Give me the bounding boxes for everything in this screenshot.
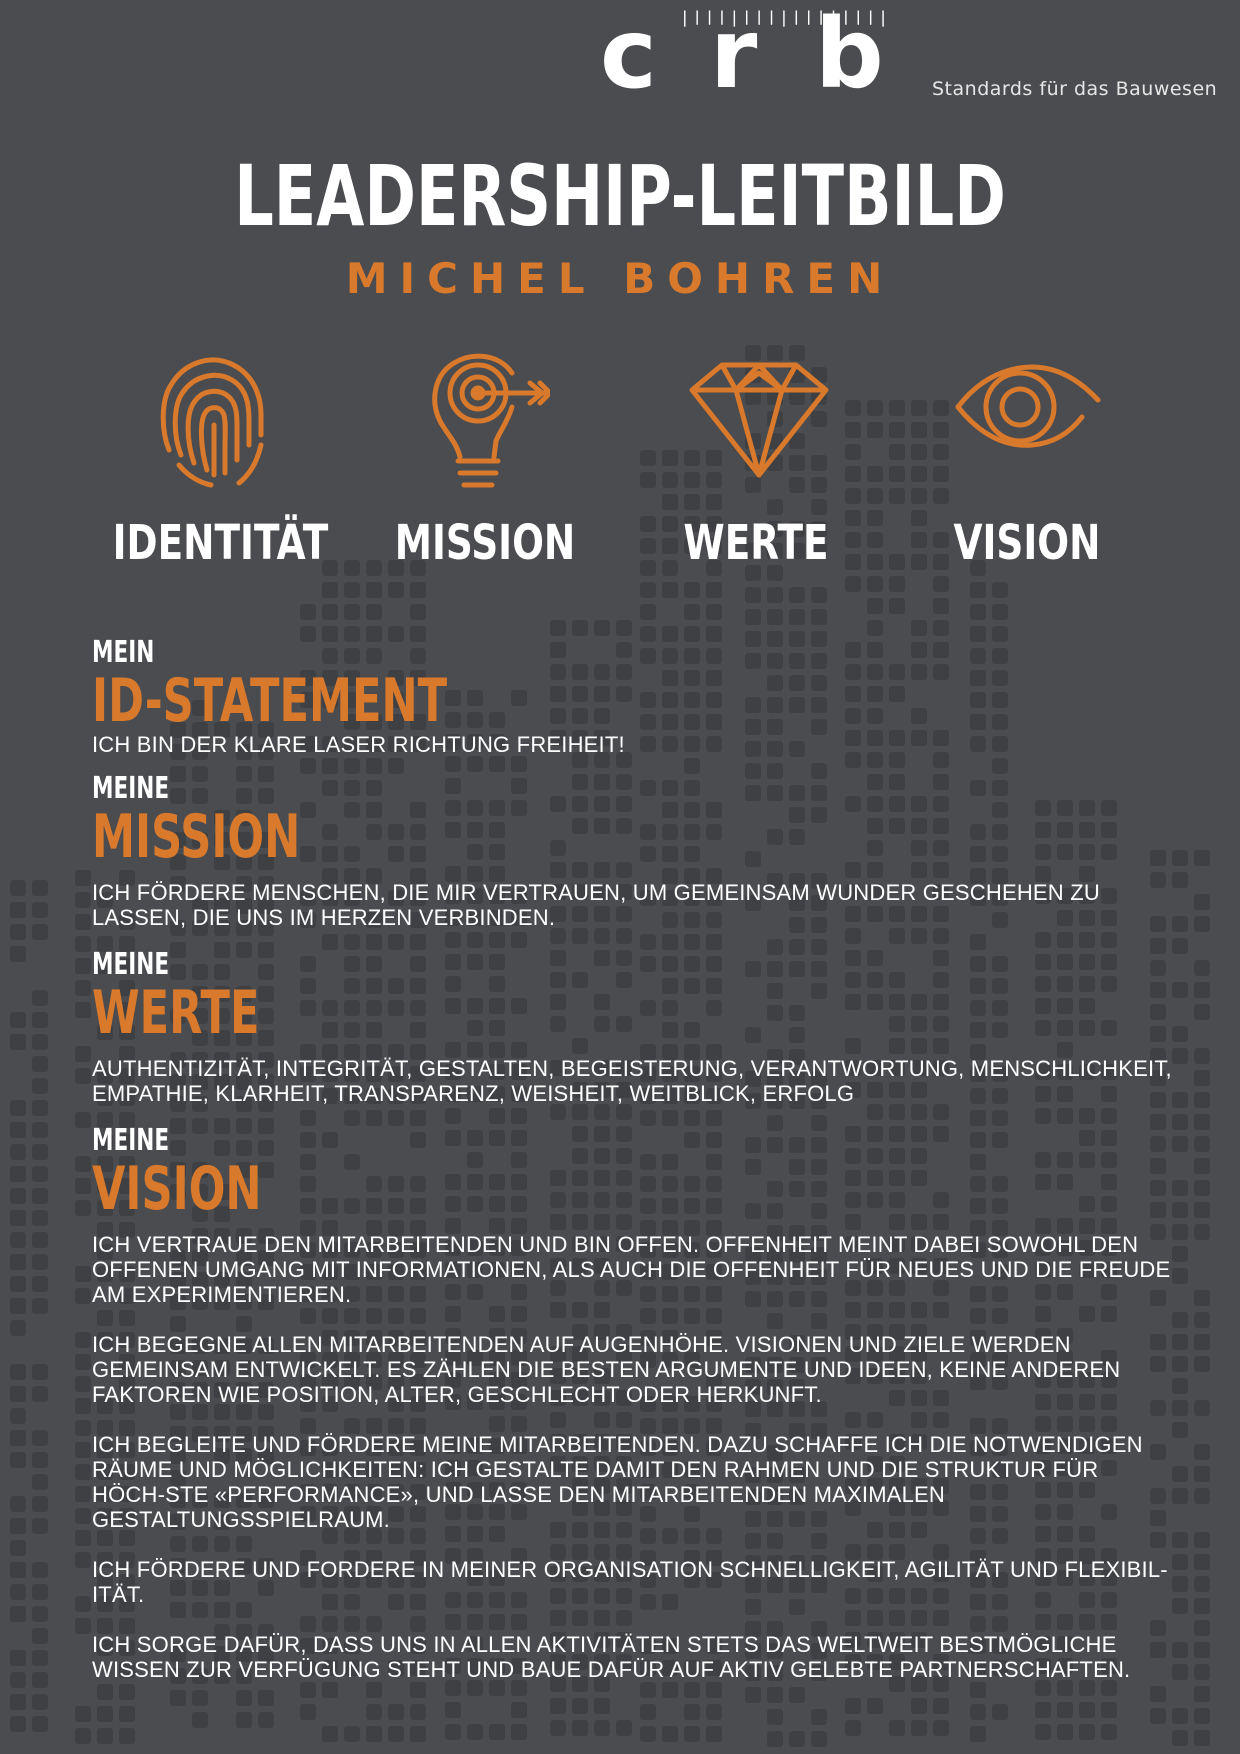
- logo-letter-b: b: [815, 0, 884, 110]
- logo-letter-c: c: [600, 0, 657, 110]
- eye-icon: [952, 345, 1102, 495]
- section-kicker: MEINE: [92, 771, 170, 806]
- diamond-icon: [684, 345, 834, 495]
- pillar-mission: [355, 345, 615, 575]
- logo-tagline: Standards für das Bauwesen: [932, 78, 1218, 100]
- section-heading: VISION: [92, 1154, 262, 1224]
- section-kicker: MEINE: [92, 1123, 170, 1158]
- lightbulb-target-icon: [420, 345, 550, 495]
- section-mission: [92, 772, 1172, 930]
- vision-paragraph: ICH FÖRDERE UND FORDERE IN MEINER ORGANISATION SCHNELLIGKEIT, AGILITÄT UND FLEXIBIL-ITÄT.: [92, 1557, 1168, 1607]
- section-text: ICH BIN DER KLARE LASER RICHTUNG FREIHEIT!: [92, 732, 625, 757]
- section-heading: WERTE: [92, 978, 260, 1048]
- section-kicker: MEIN: [92, 635, 155, 670]
- section-heading: MISSION: [92, 802, 301, 872]
- crb-logo: [600, 0, 1218, 110]
- section-text-block: [92, 1232, 1172, 1682]
- pillar-vision: [897, 345, 1157, 575]
- vision-paragraph: ICH BEGEGNE ALLEN MITARBEITENDEN AUF AUGENHÖHE. VISIONEN UND ZIELE WERDEN GEMEINSAM ENTWICKELT. ES ZÄHLEN DIE BESTEN ARGUMENTE UND IDEEN, KEINE ANDEREN FAKTOREN WIE POSITION, ALTER, GESCHLECHT ODER HERKUNFT.: [92, 1332, 1121, 1407]
- section-text: ICH FÖRDERE MENSCHEN, DIE MIR VERTRAUEN, UM GEMEINSAM WUNDER GESCHEHEN ZU LASSEN, DIE UNS IM HERZEN VERBINDEN.: [92, 880, 1100, 930]
- vision-paragraph: ICH BEGLEITE UND FÖRDERE MEINE MITARBEITENDEN. DAZU SCHAFFE ICH DIE NOTWENDIGEN RÄUME UND MÖGLICHKEITEN: ICH GESTALTE DAMIT DEN RAHMEN UND DIE STRUKTUR FÜR HÖCH-STE «PERFORMANCE», UND LASSE DEN MITARBEITENDEN MAXIMALEN GESTALTUNGSSPIELRAUM.: [92, 1432, 1143, 1532]
- pillar-label: IDENTITÄT: [112, 515, 329, 571]
- pillar-label: VISION: [953, 515, 1101, 571]
- section-heading: ID-STATEMENT: [92, 666, 448, 736]
- pillar-label: MISSION: [394, 515, 576, 571]
- logo-letter-r: r: [710, 0, 758, 110]
- section-text: AUTHENTIZITÄT, INTEGRITÄT, GESTALTEN, BEGEISTERUNG, VERANTWORTUNG, MENSCHLICHKEIT, EMPATHIE, KLARHEIT, TRANSPARENZ, WEISHEIT, WEITBLICK, ERFOLG: [92, 1056, 1172, 1106]
- section-vision: [92, 1124, 1172, 1682]
- page-subtitle: MICHEL BOHREN: [345, 254, 895, 303]
- section-werte: [92, 948, 1172, 1106]
- pillar-werte: [626, 345, 886, 575]
- section-kicker: MEINE: [92, 947, 170, 982]
- pillar-label: WERTE: [683, 515, 829, 571]
- vision-paragraph: ICH VERTRAUE DEN MITARBEITENDEN UND BIN OFFEN. OFFENHEIT MEINT DABEI SOWOHL DEN OFFENEN UMGANG MIT INFORMATIONEN, ALS AUCH DIE OFFENHEIT FÜR NEUES UND DIE FREUDE AM EXPERIMENTIEREN.: [92, 1232, 1171, 1307]
- vision-paragraph: ICH SORGE DAFÜR, DASS UNS IN ALLEN AKTIVITÄTEN STETS DAS WELTWEIT BESTMÖGLICHE WISSEN ZUR VERFÜGUNG STEHT UND BAUE DAFÜR AUF AKTIV GELEBTE PARTNERSCHAFTEN.: [92, 1632, 1131, 1682]
- fingerprint-icon: [149, 345, 279, 495]
- page-title: LEADERSHIP-LEITBILD: [234, 147, 1006, 245]
- section-id-statement: [92, 636, 1172, 757]
- pillar-identitaet: [84, 345, 344, 575]
